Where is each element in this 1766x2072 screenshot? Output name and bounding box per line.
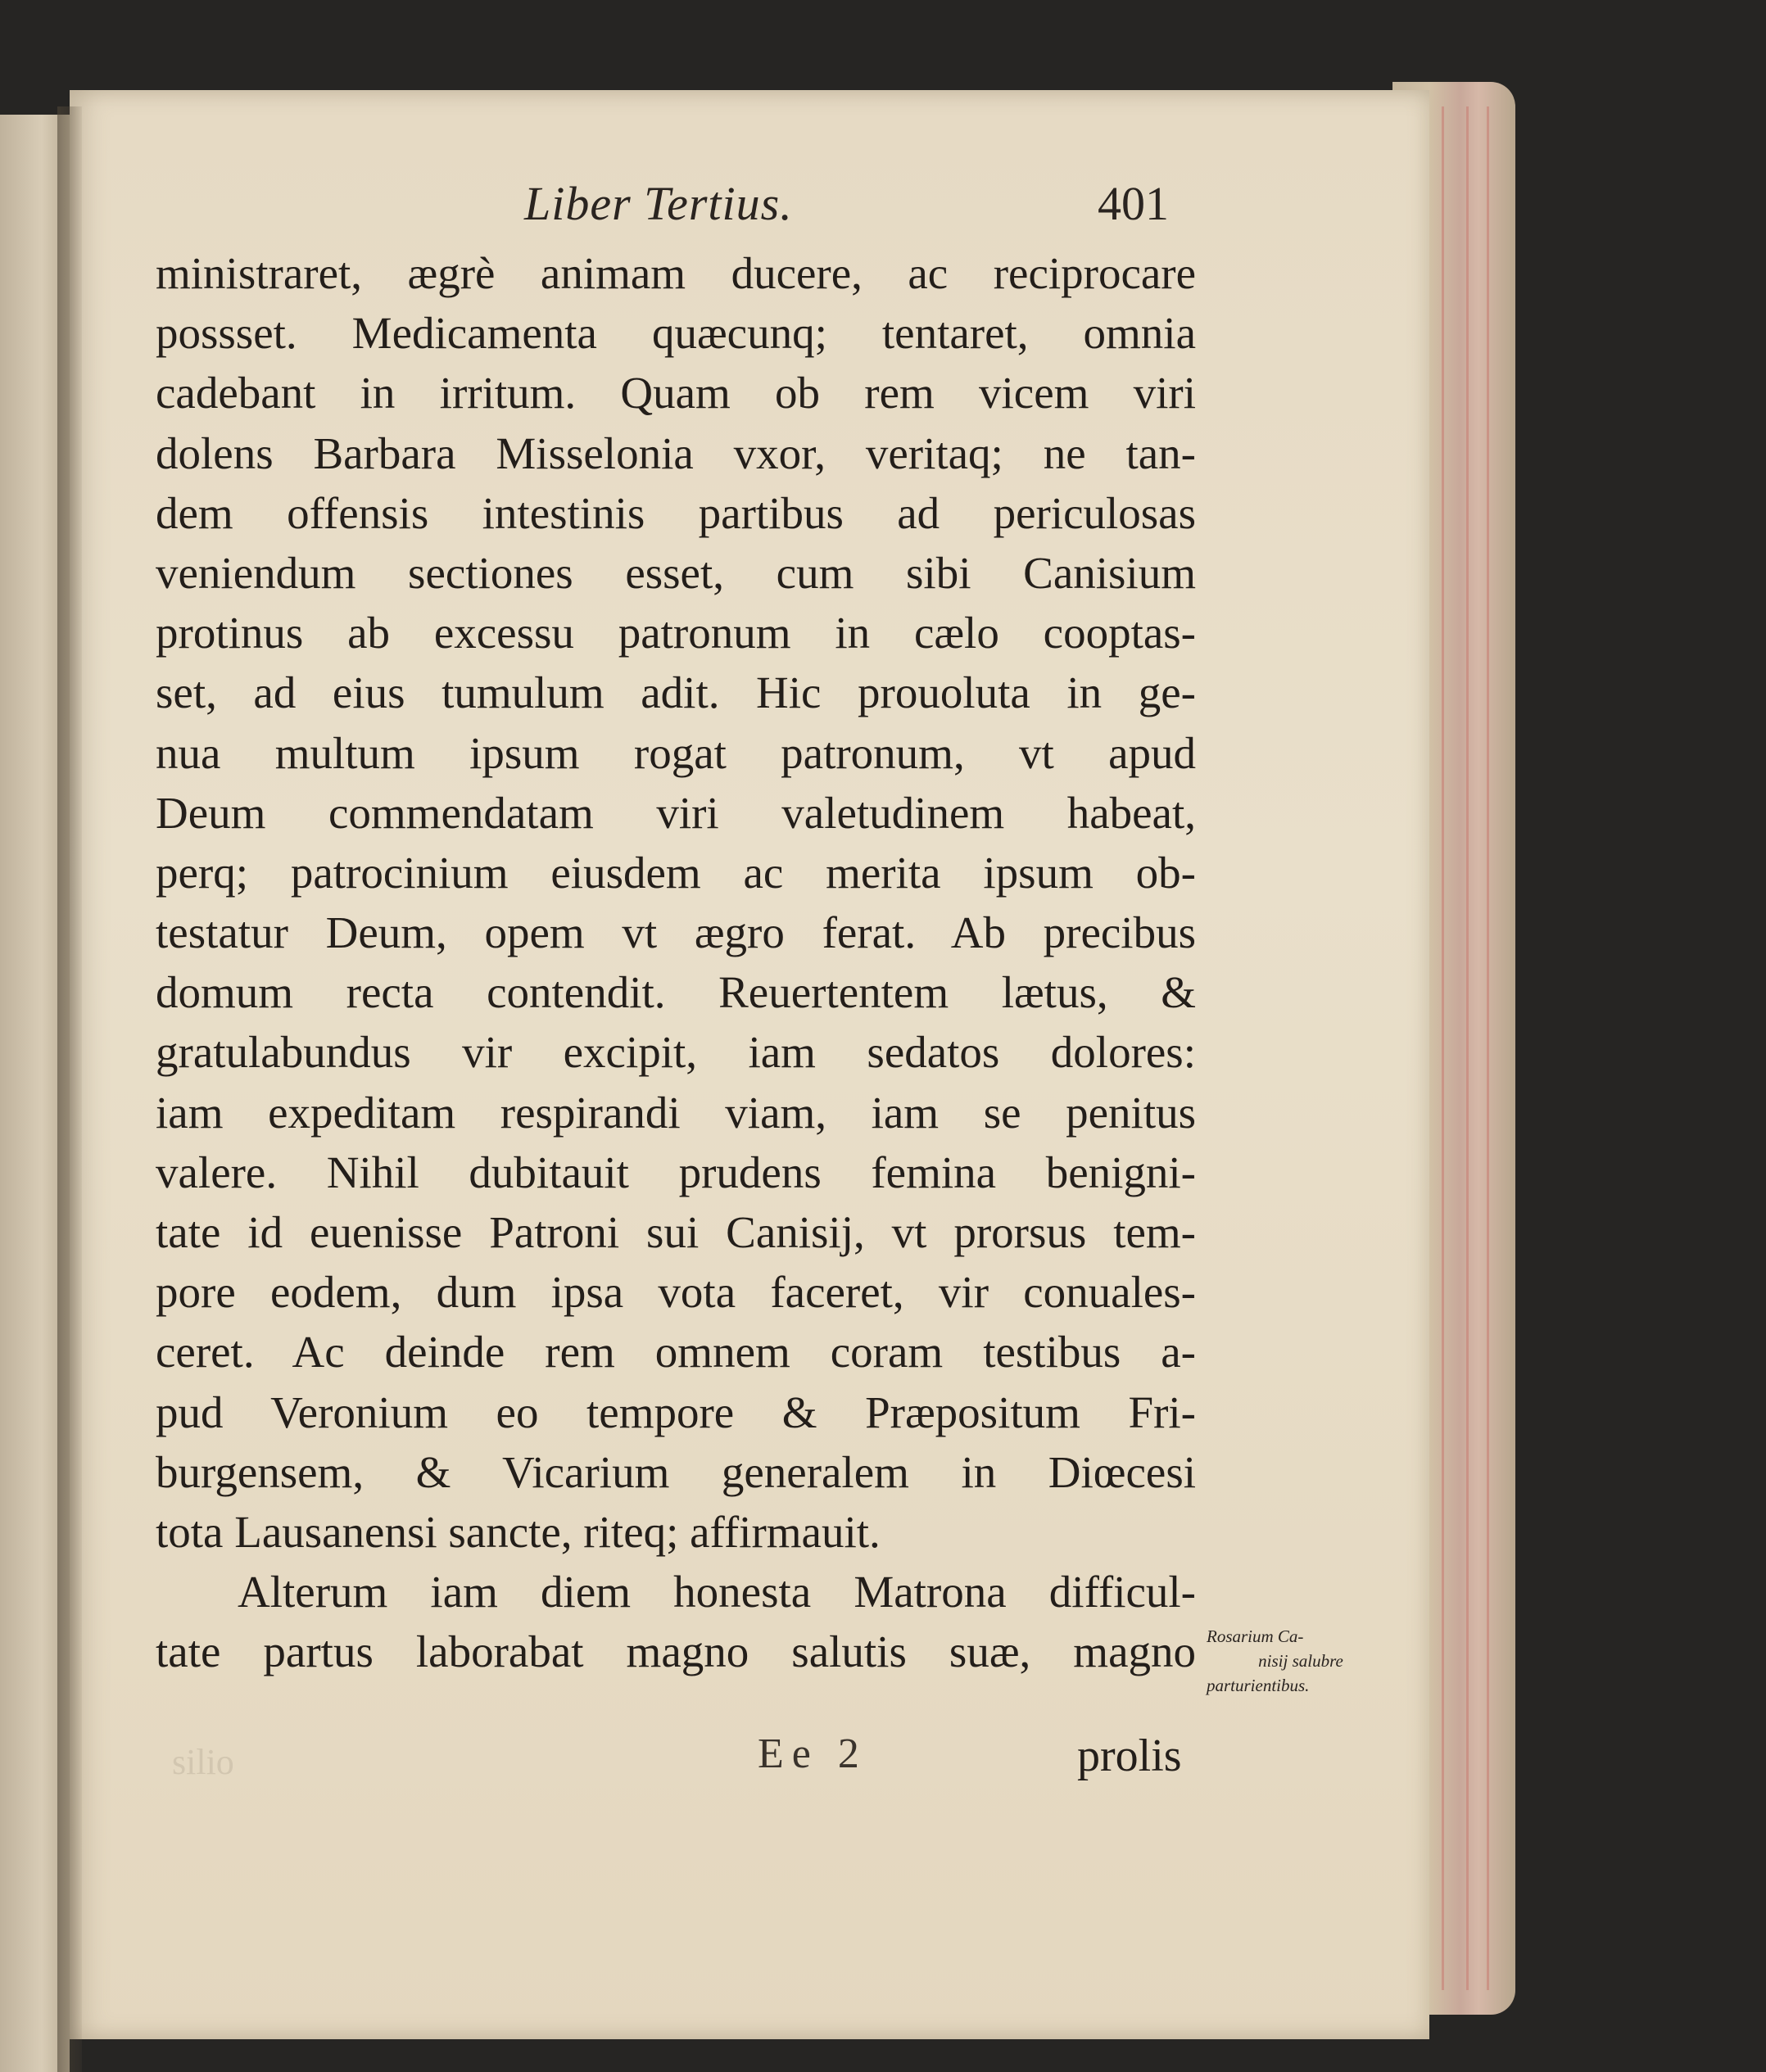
text-line: testatur Deum, opem vt ægro ferat. Ab precibus bbox=[156, 907, 1196, 958]
text-line: tota Lausanensi sancte, riteq; affirmauit. bbox=[156, 1506, 881, 1557]
running-title: Liber Tertius. bbox=[524, 177, 793, 230]
page-number: 401 bbox=[1098, 177, 1169, 230]
text-line: ceret. Ac deinde rem omnem coram testibus a- bbox=[156, 1327, 1196, 1378]
margin-note bbox=[1207, 1624, 1395, 1698]
text-line: valere. Nihil dubitauit prudens femina benigni- bbox=[156, 1147, 1196, 1197]
page-footer bbox=[156, 1730, 1196, 1795]
margin-note-line: Rosarium Ca- bbox=[1207, 1626, 1304, 1646]
text-line: Alterum iam diem honesta Matrona difficul- bbox=[238, 1567, 1196, 1617]
book-gutter bbox=[57, 106, 82, 2072]
red-edge-line bbox=[1466, 106, 1469, 1990]
text-line: pud Veronium eo tempore & Præpositum Fri- bbox=[156, 1387, 1196, 1437]
text-line: veniendum sectiones esset, cum sibi Canisium bbox=[156, 547, 1196, 598]
text-line: dem offensis intestinis partibus ad periculosas bbox=[156, 487, 1196, 538]
text-line: domum recta contendit. Reuertentem lætus, & bbox=[156, 967, 1196, 1018]
signature-mark: Ee 2 bbox=[758, 1730, 867, 1777]
text-line: tate partus laborabat magno salutis suæ, magno bbox=[156, 1626, 1196, 1677]
text-line: set, ad eius tumulum adit. Hic prouoluta in ge- bbox=[156, 667, 1196, 718]
catchword: prolis bbox=[1077, 1730, 1182, 1781]
text-line: protinus ab excessu patronum in cælo cooptas- bbox=[156, 608, 1196, 658]
text-line: iam expeditam respirandi viam, iam se penitus bbox=[156, 1087, 1196, 1138]
text-line: dolens Barbara Misselonia vxor, veritaq; ne tan- bbox=[156, 428, 1196, 478]
red-edge-line bbox=[1487, 106, 1489, 1990]
margin-note-line: nisij salubre bbox=[1258, 1651, 1343, 1671]
text-line: ministraret, ægrè animam ducere, ac reciprocare bbox=[156, 248, 1196, 298]
text-line: nua multum ipsum rogat patronum, vt apud bbox=[156, 727, 1196, 778]
red-edge-line bbox=[1442, 106, 1444, 1990]
text-line: Deum commendatam viri valetudinem habeat, bbox=[156, 787, 1196, 838]
show-through-text: silio bbox=[172, 1742, 234, 1782]
margin-note-line: parturientibus. bbox=[1207, 1676, 1310, 1695]
text-line: perq; patrocinium eiusdem ac merita ipsum ob- bbox=[156, 847, 1196, 898]
text-line: possset. Medicamenta quæcunq; tentaret, omnia bbox=[156, 308, 1196, 359]
text-line: tate id euenisse Patroni sui Canisij, vt prorsus tem- bbox=[156, 1207, 1196, 1257]
text-line: cadebant in irritum. Quam ob rem vicem viri bbox=[156, 368, 1196, 418]
running-head bbox=[524, 176, 1196, 233]
text-line: burgensem, & Vicarium generalem in Diœcesi bbox=[156, 1446, 1196, 1497]
text-line: pore eodem, dum ipsa vota faceret, vir conuales- bbox=[156, 1267, 1196, 1318]
body-text bbox=[156, 243, 1196, 1682]
text-line: gratulabundus vir excipit, iam sedatos dolores: bbox=[156, 1027, 1196, 1078]
